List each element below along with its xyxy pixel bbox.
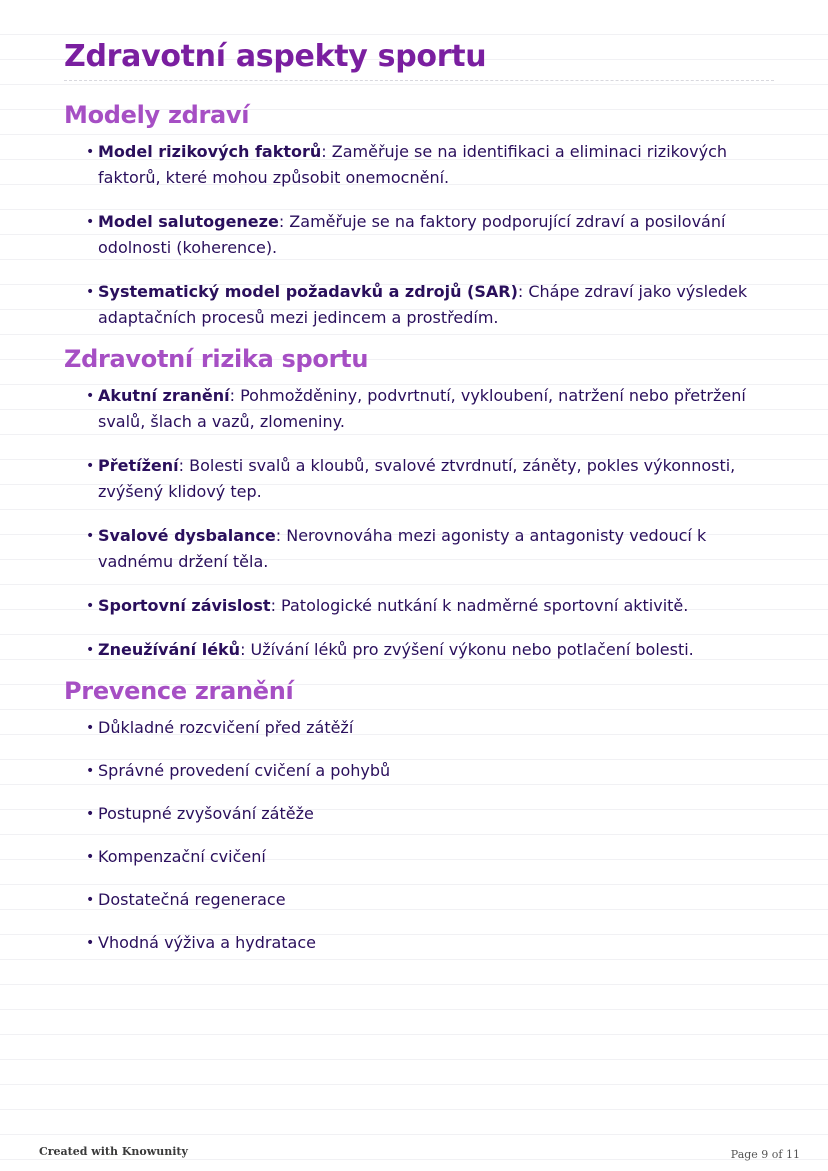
list-item <box>86 637 784 663</box>
list-item-text: : Patologické nutkání k nadměrné sportovní aktivitě. <box>270 596 689 615</box>
list-item-text: : Užívání léků pro zvýšení výkonu nebo potlačení bolesti. <box>240 640 694 659</box>
list-item-term: Model salutogeneze <box>98 212 279 231</box>
list-item-term: Zneužívání léků <box>98 640 241 659</box>
list-item: • Vhodná výživa a hydratace <box>86 930 784 956</box>
list-item <box>86 523 784 575</box>
list-item <box>86 383 784 435</box>
list-item: • Kompenzační cvičení <box>86 844 784 870</box>
list-item <box>86 453 784 505</box>
list-item-text: : Chápe zdraví jako výsledek adaptačních procesů mezi jedincem a prostředím. <box>98 282 748 327</box>
sport-risks-list <box>64 383 784 663</box>
injury-prevention-list <box>64 715 784 956</box>
list-item-term: Systematický model požadavků a zdrojů (SAR) <box>98 282 518 301</box>
list-item: • Správné provedení cvičení a pohybů <box>86 758 784 784</box>
footer-credit: Created with Knowunity <box>39 1145 188 1158</box>
list-item-term: Svalové dysbalance <box>98 526 276 545</box>
list-item <box>86 279 784 331</box>
list-item-text: : Bolesti svalů a kloubů, svalové ztvrdnutí, záněty, pokles výkonnosti, zvýšený klidový tep. <box>98 456 736 501</box>
footer-page-number: Page 9 of 11 <box>730 1148 800 1161</box>
list-item: • Postupné zvyšování zátěže <box>86 801 784 827</box>
section-heading-sport-risks: Zdravotní rizika sportu <box>64 345 369 373</box>
list-item-term: Přetížení <box>98 456 179 475</box>
title-divider <box>64 80 774 81</box>
list-item-term: Akutní zranění <box>98 386 230 405</box>
list-item-text: : Zaměřuje se na faktory podporující zdraví a posilování odolnosti (koherence). <box>98 212 726 257</box>
list-item: • Důkladné rozcvičení před zátěží <box>86 715 784 741</box>
list-item-term: Sportovní závislost <box>98 596 271 615</box>
list-item-text: : Zaměřuje se na identifikaci a eliminaci rizikových faktorů, které mohou způsobit onemocnění. <box>98 142 727 187</box>
list-item-text: : Nerovnováha mezi agonisty a antagonisty vedoucí k vadnému držení těla. <box>98 526 707 571</box>
section-heading-injury-prevention: Prevence zranění <box>64 677 294 705</box>
list-item-text: : Pohmožděniny, podvrtnutí, vykloubení, natržení nebo přetržení svalů, šlach a vazů, zlomeniny. <box>98 386 746 431</box>
health-models-list <box>64 139 784 331</box>
page-title: Zdravotní aspekty sportu <box>64 39 487 74</box>
list-item <box>86 209 784 261</box>
list-item-term: Model rizikových faktorů <box>98 142 322 161</box>
list-item <box>86 593 784 619</box>
document-content <box>64 34 784 973</box>
list-item <box>86 139 784 191</box>
section-heading-health-models: Modely zdraví <box>64 101 250 129</box>
list-item: • Dostatečná regenerace <box>86 887 784 913</box>
